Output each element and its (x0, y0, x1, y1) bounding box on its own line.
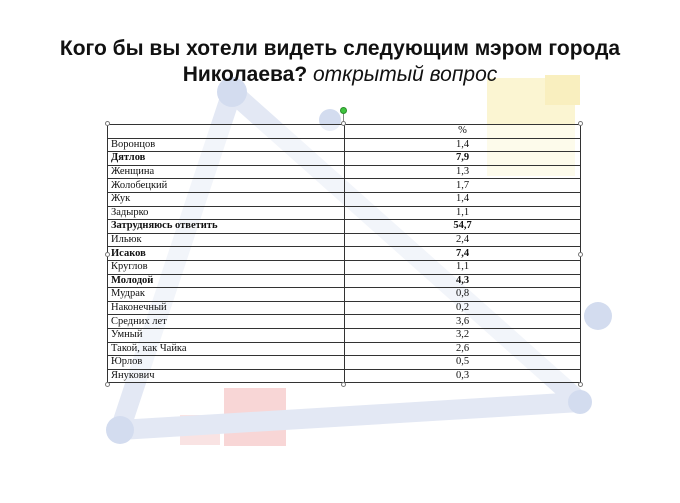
row-percent-cell: 7,9 (345, 152, 581, 166)
table-row (108, 342, 581, 356)
table-row (108, 301, 581, 315)
table-row (108, 165, 581, 179)
row-label-cell: Юрлов (108, 356, 345, 370)
table-row (108, 315, 581, 329)
bg-node (106, 416, 134, 444)
title-subtitle: открытый вопрос (313, 63, 498, 86)
table-row (108, 328, 581, 342)
table-header-row (108, 125, 581, 139)
table-row (108, 192, 581, 206)
row-percent-cell: 1,1 (345, 260, 581, 274)
row-percent-cell: 2,4 (345, 233, 581, 247)
bg-node (568, 390, 592, 414)
row-label-cell: Задырко (108, 206, 345, 220)
row-label-cell: Женщина (108, 165, 345, 179)
row-label-cell: Умный (108, 328, 345, 342)
resize-handle-bottom-middle[interactable] (341, 382, 346, 387)
resize-handle-bottom-left[interactable] (105, 382, 110, 387)
row-label-cell: Исаков (108, 247, 345, 261)
row-label-cell: Затрудняюсь ответить (108, 220, 345, 234)
row-label-cell: Наконечный (108, 301, 345, 315)
row-label-cell: Жук (108, 192, 345, 206)
survey-table (107, 124, 581, 383)
header-label-cell (108, 125, 345, 139)
resize-handle-middle-right[interactable] (578, 252, 583, 257)
title-question: Кого бы вы хотели видеть следующим мэром города Николаева? (59, 37, 621, 86)
row-percent-cell: 7,4 (345, 247, 581, 261)
row-percent-cell: 0,2 (345, 301, 581, 315)
row-label-cell: Янукович (108, 369, 345, 383)
header-percent-cell: % (345, 125, 581, 139)
table-row (108, 369, 581, 383)
row-label-cell: Средних лет (108, 315, 345, 329)
row-label-cell: Мудрак (108, 288, 345, 302)
row-percent-cell: 1,4 (345, 138, 581, 152)
resize-handle-top-left[interactable] (105, 121, 110, 126)
row-percent-cell: 1,4 (345, 192, 581, 206)
row-percent-cell: 0,8 (345, 288, 581, 302)
slide-title (20, 36, 660, 88)
table-row (108, 206, 581, 220)
row-percent-cell: 54,7 (345, 220, 581, 234)
row-label-cell: Жолобецкий (108, 179, 345, 193)
row-label-cell: Воронцов (108, 138, 345, 152)
row-label-cell: Ильюк (108, 233, 345, 247)
table-row (108, 288, 581, 302)
table-row (108, 247, 581, 261)
row-percent-cell: 0,5 (345, 356, 581, 370)
row-percent-cell: 1,3 (345, 165, 581, 179)
row-percent-cell: 4,3 (345, 274, 581, 288)
rotation-handle[interactable] (340, 107, 347, 114)
row-percent-cell: 1,7 (345, 179, 581, 193)
row-percent-cell: 3,2 (345, 328, 581, 342)
row-label-cell: Такой, как Чайка (108, 342, 345, 356)
row-label-cell: Круглов (108, 260, 345, 274)
table-row (108, 274, 581, 288)
survey-table-object[interactable] (107, 124, 580, 383)
row-percent-cell: 3,6 (345, 315, 581, 329)
row-percent-cell: 1,1 (345, 206, 581, 220)
table-row (108, 138, 581, 152)
table-row (108, 179, 581, 193)
row-label-cell: Дятлов (108, 152, 345, 166)
resize-handle-middle-left[interactable] (105, 252, 110, 257)
resize-handle-top-right[interactable] (578, 121, 583, 126)
table-row (108, 220, 581, 234)
table-row (108, 260, 581, 274)
row-label-cell: Молодой (108, 274, 345, 288)
table-row (108, 233, 581, 247)
row-percent-cell: 0,3 (345, 369, 581, 383)
row-percent-cell: 2,6 (345, 342, 581, 356)
resize-handle-top-middle[interactable] (341, 121, 346, 126)
table-row (108, 356, 581, 370)
table-row (108, 152, 581, 166)
resize-handle-bottom-right[interactable] (578, 382, 583, 387)
bg-node (584, 302, 612, 330)
